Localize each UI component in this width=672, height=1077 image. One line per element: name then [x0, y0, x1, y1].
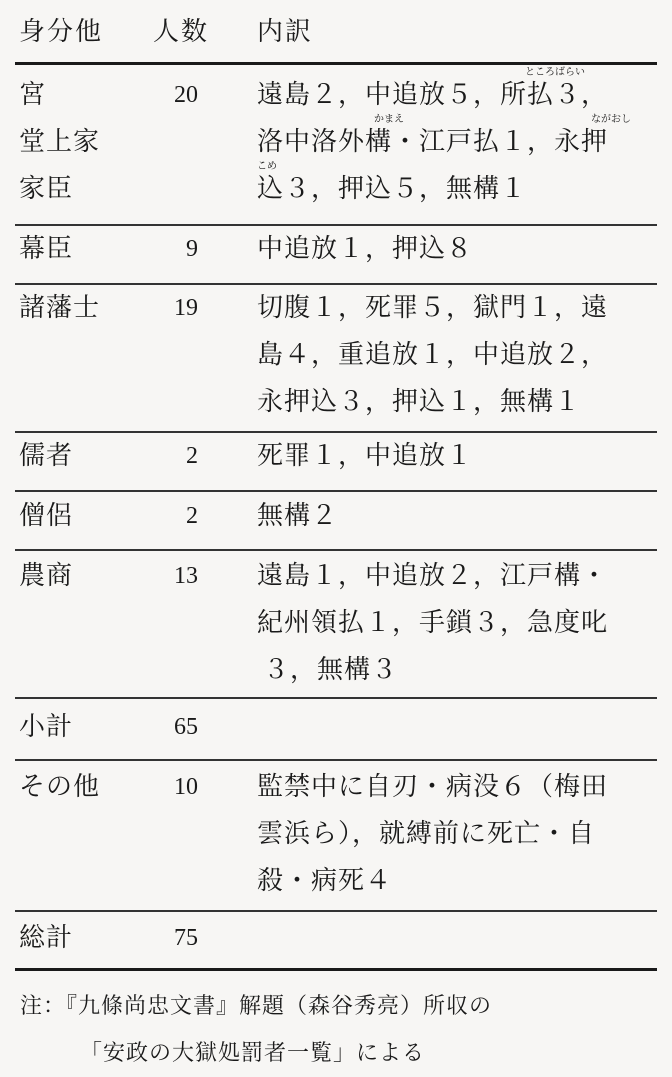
note-line-2: 「安政の大獄処罰者一覧」による [80, 1041, 426, 1066]
row-rule [15, 697, 657, 699]
row-status: 儒者 [19, 441, 74, 471]
row-status: 宮 堂上家 家臣 [19, 80, 101, 204]
row-rule [15, 490, 657, 492]
row-status: 幕臣 [19, 234, 74, 264]
table-header [0, 0, 672, 62]
row-detail: 切腹１，死罪５，獄門１，遠 島４，重追放１，中追放２， 永押込３，押込１，無構１ [257, 293, 609, 417]
row-status: 諸藩士 [19, 293, 101, 323]
row-rule [15, 549, 657, 551]
ruby-kamae: かまえ [374, 114, 404, 125]
row-detail: 無構２ [257, 501, 339, 531]
row-count: 10 [174, 774, 198, 800]
row-status: 農商 [19, 561, 74, 591]
row-count: 13 [174, 563, 198, 589]
row-count: 2 [186, 503, 198, 529]
header-detail: 内訳 [257, 17, 314, 47]
row-status: その他 [19, 772, 101, 802]
row-status: 総計 [19, 923, 74, 953]
row-count: 9 [186, 236, 198, 262]
header-count: 人数 [153, 17, 210, 47]
row-status: 僧侶 [19, 501, 74, 531]
row-rule [15, 910, 657, 912]
row-rule [15, 759, 657, 761]
ruby-nagaoshi: ながおし [591, 114, 631, 125]
table-bottom-rule [15, 968, 657, 971]
row-count: 75 [174, 925, 198, 951]
header-status: 身分他 [19, 17, 104, 47]
row-detail: 死罪１，中追放１ [257, 441, 474, 471]
row-detail: 遠島２，中追放５，所払３， 洛中洛外構・江戸払１，永押 込３，押込５，無構１ [257, 80, 609, 204]
row-count: 65 [174, 714, 198, 740]
row-detail: 中追放１，押込８ [257, 234, 474, 264]
row-count: 20 [174, 82, 198, 108]
row-count: 19 [174, 295, 198, 321]
note-line-1: 注：『九條尚忠文書』解題（森谷秀亮）所収の [20, 994, 493, 1019]
row-count: 2 [186, 443, 198, 469]
ruby-tokorobarai: ところばらい [525, 67, 585, 78]
ruby-kome: こめ [257, 161, 277, 172]
header-rule [15, 62, 657, 65]
row-detail: 遠島１，中追放２，江戸構・ 紀州領払１，手鎖３，急度叱 ３，無構３ [257, 561, 609, 685]
row-status: 小計 [19, 712, 74, 742]
row-detail: 監禁中に自刃・病没６（梅田 雲浜ら），就縛前に死亡・自 殺・病死４ [257, 772, 609, 896]
source-note [20, 983, 492, 1077]
